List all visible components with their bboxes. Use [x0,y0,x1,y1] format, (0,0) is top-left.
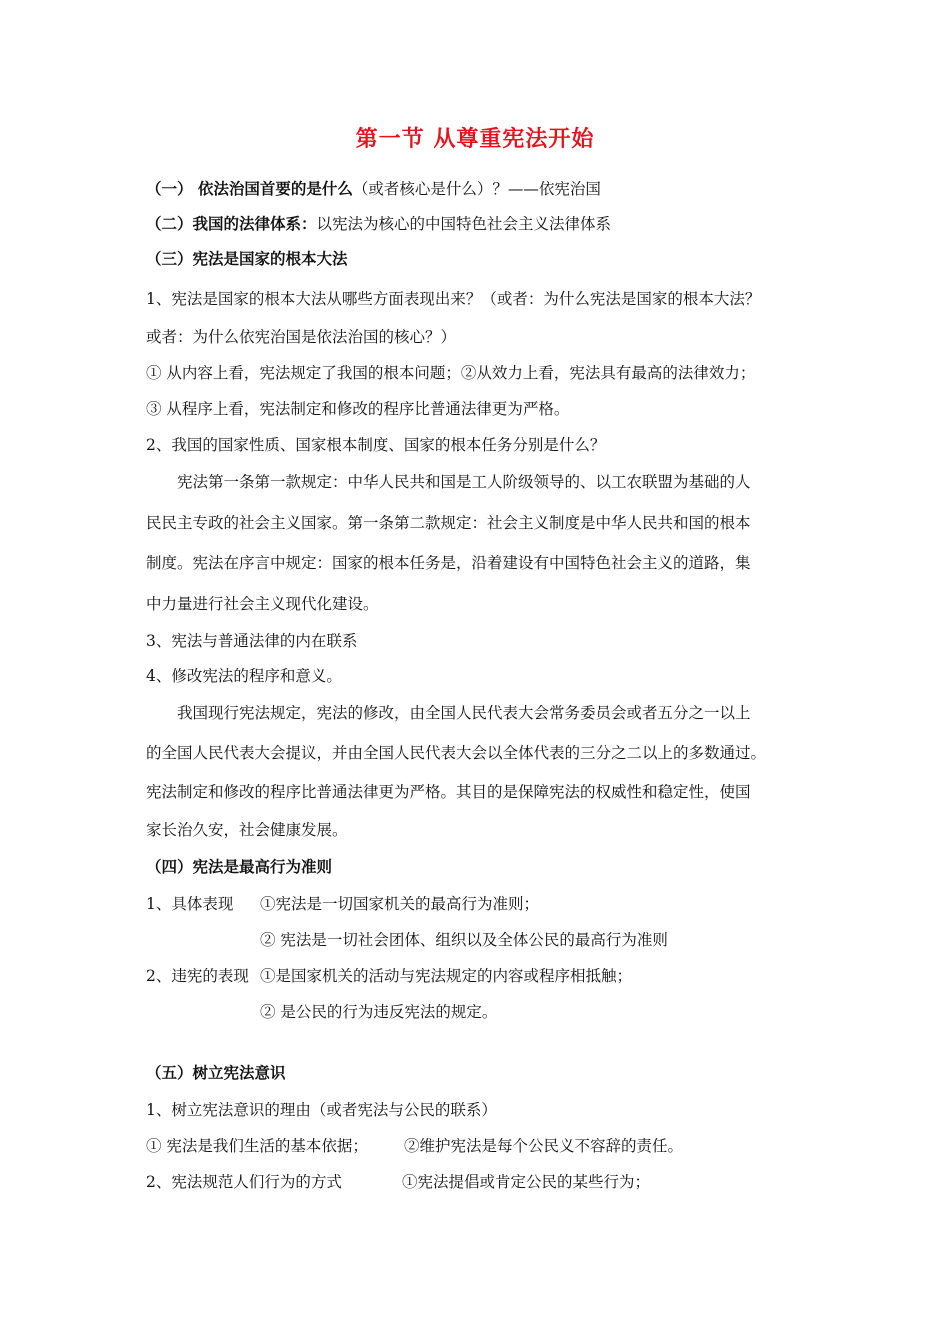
section-4-item-1a: ①宪法是一切国家机关的最高行为准则； [260,895,540,913]
page-title: 第一节 从尊重宪法开始 [355,126,595,152]
section-2 [146,212,611,234]
para-2-line-3: 宪法制定和修改的程序比普通法律更为严格。其目的是保障宪法的权威性和稳定性，使国 [146,783,751,801]
section-5-line-3b: ①宪法提倡或肯定公民的某些行为； [402,1173,651,1191]
section-3-line-2: 或者：为什么依宪治国是依法治国的核心？） [146,328,457,346]
section-4-item-2a: ①是国家机关的活动与宪法规定的内容或程序相抵触； [260,967,633,985]
para-1-line-3: 制度。宪法在序言中规定：国家的根本任务是，沿着建设有中国特色社会主义的道路，集 [146,554,751,572]
section-1 [146,177,601,199]
section-3-line-3: ① 从内容上看，宪法规定了我国的根本问题；②从效力上看，宪法具有最高的法律效力； [146,364,756,382]
section-5-line-2a: ① 宪法是我们生活的基本依据； [146,1137,368,1155]
para-2-line-2: 的全国人民代表大会提议，并由全国人民代表大会以全体代表的三分之二以上的多数通过。 [146,744,767,762]
section-4-label-2: 2、违宪的表现 [146,967,249,985]
section-3-heading: （三）宪法是国家的根本大法 [146,249,348,268]
section-5-line-2b: ②维护宪法是每个公民义不容辞的责任。 [404,1137,684,1155]
section-1-heading: （一） 依法治国首要的是什么 [146,179,353,198]
section-1-text: （或者核心是什么）？——依宪治国 [352,180,601,198]
section-4-item-1b: ② 宪法是一切社会团体、组织以及全体公民的最高行为准则 [260,931,668,949]
section-3-line-5: 2、我国的国家性质、国家根本制度、国家的根本任务分别是什么？ [146,436,606,454]
section-3-line-4: ③ 从程序上看，宪法制定和修改的程序比普通法律更为严格。 [146,400,570,418]
section-3-item-4: 4、修改宪法的程序和意义。 [146,667,342,685]
section-5-heading: （五）树立宪法意识 [146,1063,286,1082]
section-5-line-3a: 2、宪法规范人们行为的方式 [146,1173,342,1191]
section-2-heading: （二）我国的法律体系： [146,214,317,233]
section-4-item-2b: ② 是公民的行为违反宪法的规定。 [260,1003,498,1021]
para-2-line-1: 我国现行宪法规定，宪法的修改，由全国人民代表大会常务委员会或者五分之一以上 [177,704,751,722]
section-4-label-1: 1、具体表现 [146,895,234,913]
section-5-line-1: 1、树立宪法意识的理由（或者宪法与公民的联系） [146,1101,497,1119]
section-3-item-3: 3、宪法与普通法律的内在联系 [146,632,358,650]
para-1-line-2: 民民主专政的社会主义国家。第一条第二款规定：社会主义制度是中华人民共和国的根本 [146,514,751,532]
para-1-line-4: 中力量进行社会主义现代化建设。 [146,595,379,613]
para-2-line-4: 家长治久安，社会健康发展。 [146,821,348,839]
section-4-heading: （四）宪法是最高行为准则 [146,857,333,876]
section-2-text: 以宪法为核心的中国特色社会主义法律体系 [316,215,612,233]
para-1-line-1: 宪法第一条第一款规定：中华人民共和国是工人阶级领导的、以工农联盟为基础的人 [177,473,751,491]
section-3-line-1: 1、宪法是国家的根本大法从哪些方面表现出来？（或者：为什么宪法是国家的根本大法？ [146,290,761,308]
